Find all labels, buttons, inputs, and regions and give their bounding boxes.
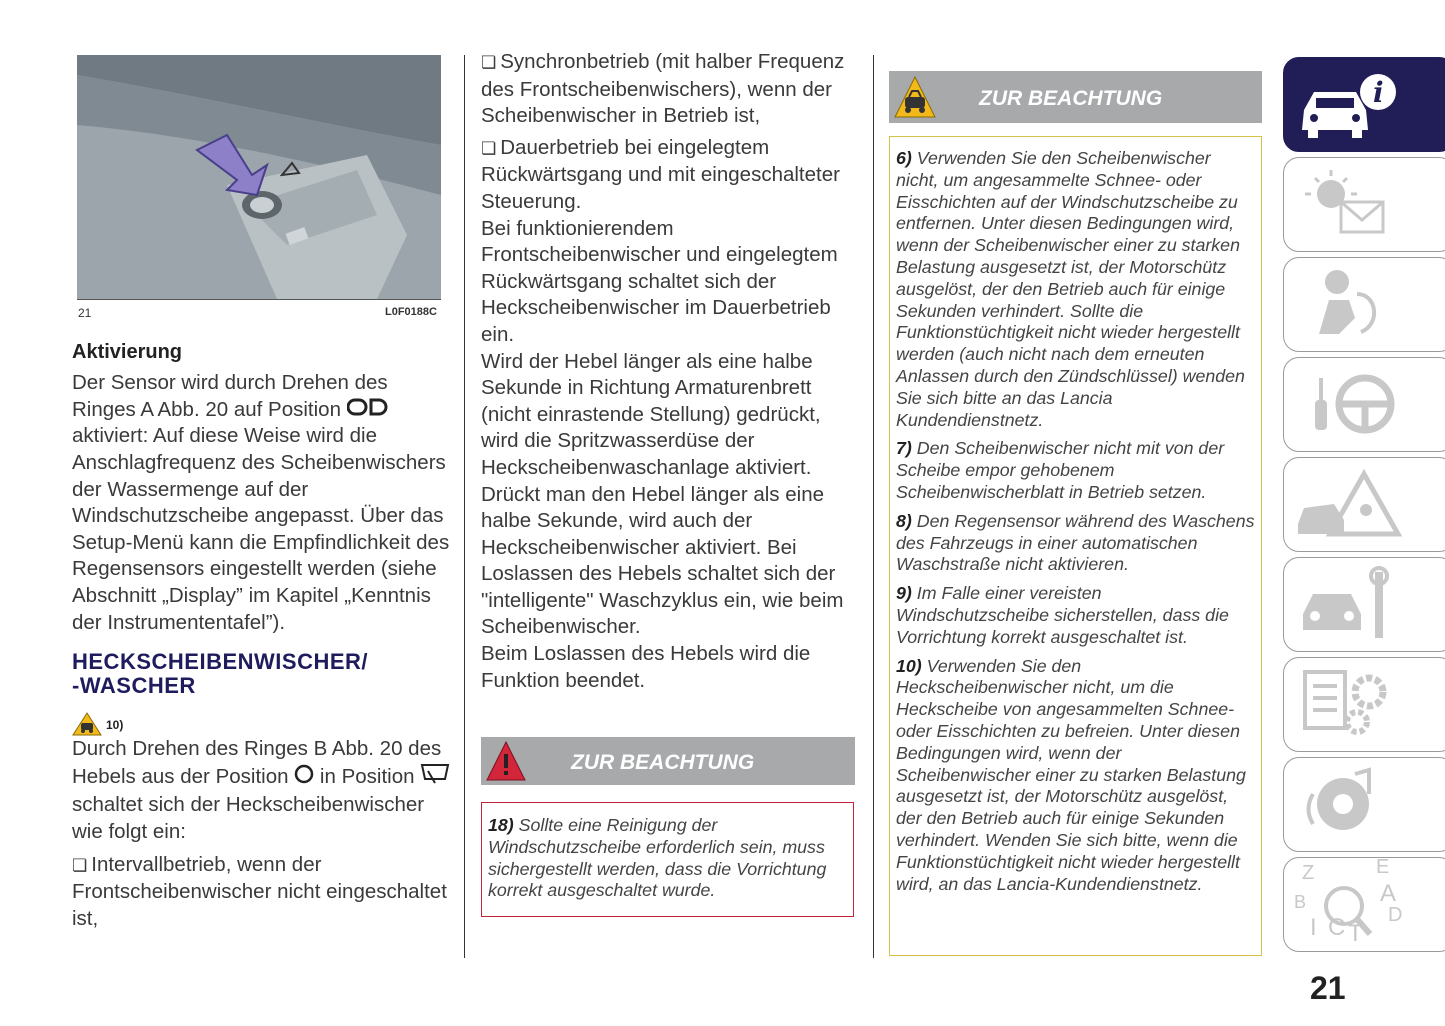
bullet-synchronous: ❏ Synchronbetrieb (mit halber Frequenz des Frontscheibenwischers), wenn der Scheibenwischer in Betrieb ist,: [481, 49, 857, 130]
note-9-text: Im Falle einer vereisten Windschutzscheibe sicherstellen, dass die Vorrichtung korrekt ausgeschaltet ist.: [896, 583, 1229, 647]
note-6-text: Verwenden Sie den Scheibenwischer nicht, um angesammelte Schnee- oder Eisschichten auf der Windschutzscheibe zu entfernen. Unter diesen Bedingungen wird, wenn der Scheibenwischer einer zu starken Belastung ausgesetzt ist, der Motorschütz ausgelöst, der den Betrieb auch für einige Sekunden verhindert. Sollte die Funktionstüchtigkeit nicht wieder hergestellt werden (auch nicht nach dem erneuten Anlassen durch den Zündschlüssel) wenden Sie sich bitte an das Lancia Kundendienstnetz.: [896, 148, 1245, 430]
warning-box-yellow: [889, 136, 1262, 956]
note-8: [896, 511, 1256, 576]
rear-wiper-paragraph: [72, 736, 457, 845]
warning-box-red: [481, 802, 854, 917]
index-letter-d: D: [1388, 904, 1403, 926]
figure-number: 21: [78, 306, 92, 320]
index-letter-b: B: [1294, 892, 1307, 912]
rear-wiper-text-b: in Position: [319, 765, 415, 789]
warning-lights-icon: [1299, 166, 1399, 246]
note-6-number: 6): [896, 148, 912, 168]
warning-18: [482, 803, 853, 902]
car-warning-icon-large: [893, 75, 937, 124]
car-info-icon: [1296, 60, 1406, 150]
section-title-line1: HECKSCHEIBENWISCHER/: [72, 649, 369, 675]
warning-header-yellow: [889, 71, 1262, 123]
tab-warning-lights[interactable]: [1283, 157, 1445, 252]
column-2: [481, 49, 857, 694]
tab-multimedia[interactable]: [1283, 757, 1445, 852]
column-divider-1: [464, 55, 465, 958]
rain-sensor-auto-icon: [347, 397, 389, 424]
activation-paragraph: [72, 370, 457, 636]
tab-starting-driving[interactable]: [1283, 357, 1445, 452]
note-10-text: Verwenden Sie den Heckscheibenwischer nicht, um die Heckscheibe von angesammelten Schnee- oder Eisschichten zu befreien. Unter diesen Bedingungen wird, wenn der Scheibenwischer einer zu starken Belastung ausgesetzt ist, der Motorschütz ausgelöst, der den Betrieb auch für einige Sekunden verhindert. Wenden Sie sich bitte, wenn die Funktionstüchtigkeit nicht wieder hergestellt wird, an das Lancia-Kundendienstnetz.: [896, 655, 1246, 894]
warning-header-red: [481, 737, 855, 785]
section-title-line2: -WASCHER: [72, 673, 196, 699]
activation-text-post: aktiviert: Auf diese Weise wird die Anschlagfrequenz des Scheibenwischers der Wassermenge auf der Windschutzscheibe angepasst. Über das Setup-Menü kann die Empfindlichkeit des Regensensors eingestellt werden (siehe Abschnitt „Display” im Kapitel „Kenntnis der Instrumententafel”).: [72, 424, 450, 634]
note-9: [896, 583, 1256, 648]
safety-airbag-icon: [1299, 264, 1399, 344]
warning-notes: [890, 137, 1261, 895]
technical-data-icon: [1299, 664, 1399, 744]
index-letter-z: Z: [1302, 862, 1315, 884]
note-9-number: 9): [896, 583, 912, 604]
page-number: 21: [1310, 970, 1346, 1006]
column-divider-2: [873, 55, 874, 958]
tab-technical-data[interactable]: [1283, 657, 1445, 752]
index-letter-i: I: [1310, 914, 1317, 941]
warning-ref-number: 10): [106, 718, 124, 733]
svg-text:i: i: [1373, 76, 1384, 109]
figure-code: L0F0188C: [385, 306, 437, 318]
index-letter-e: E: [1376, 856, 1390, 878]
rear-wiper-icon: [420, 763, 450, 793]
index-letter-t: T: [1348, 920, 1363, 947]
note-7-text: Den Scheibenwischer nicht mit von der Scheibe empor gehobenem Scheibenwischerblatt in Betrieb setzen.: [896, 438, 1225, 502]
tab-emergency[interactable]: [1283, 457, 1445, 552]
maintenance-icon: [1299, 564, 1399, 644]
starting-driving-icon: [1299, 364, 1399, 444]
index-letter-a: A: [1380, 880, 1397, 907]
index-letter-c: C: [1328, 914, 1346, 941]
emergency-icon: [1294, 464, 1404, 544]
note-8-number: 8): [896, 510, 912, 531]
note-10-number: 10): [896, 655, 922, 676]
note-10: [896, 656, 1256, 896]
car-warning-icon: [72, 712, 102, 741]
figure-21-image: [77, 55, 441, 300]
danger-triangle-icon: [485, 740, 527, 787]
tab-index[interactable]: [1283, 857, 1445, 952]
activation-heading: Aktivierung: [72, 341, 183, 363]
rear-wiper-text-c: schaltet sich der Heckscheibenwischer wie folgt ein:: [72, 793, 425, 843]
column-1: [72, 341, 457, 932]
section-title: [72, 650, 457, 698]
note-6: [896, 148, 1256, 431]
off-position-icon: [294, 764, 314, 792]
warning-reference: [72, 710, 457, 736]
tab-car-info[interactable]: [1283, 57, 1445, 152]
bullet-continuous: ❏ Dauerbetrieb bei eingelegtem Rückwärtsgang und mit eingeschalteter Steuerung.: [481, 135, 857, 216]
note-7-number: 7): [896, 438, 912, 459]
multimedia-icon: [1299, 764, 1399, 844]
para-lever-wash: Wird der Hebel länger als eine halbe Sekunde in Richtung Armaturenbrett (nicht einrastende Stellung) gedrückt, wird die Spritzwasserdüse der Heckscheibenwaschanlage aktiviert. Drückt man den Hebel länger als eine halbe Sekunde, wird auch der Heckscheibenwischer aktiviert. Bei Loslassen des Hebels schaltet sich der "intelligente" Waschzyklus ein, wie beim Scheibenwischer.: [481, 349, 844, 639]
tab-safety[interactable]: [1283, 257, 1445, 352]
bullet-interval: ❏ Intervallbetrieb, wenn der Frontscheibenwischer nicht eingeschaltet ist,: [72, 852, 457, 933]
warning-18-text: Sollte eine Reinigung der Windschutzscheibe erforderlich sein, muss sichergestellt werden, dass die Vorrichtung korrekt ausgeschaltet wurde.: [488, 815, 827, 901]
note-8-text: Den Regensensor während des Waschens des Fahrzeugs in einer automatischen Waschstraße nicht aktivieren.: [896, 510, 1255, 575]
warning-title-red: ZUR BEACHTUNG: [571, 751, 755, 774]
warning-18-number: 18): [488, 815, 514, 835]
warning-title-yellow: ZUR BEACHTUNG: [979, 87, 1163, 110]
para-release: Beim Loslassen des Hebels wird die Funktion beendet.: [481, 642, 811, 692]
tab-maintenance[interactable]: [1283, 557, 1445, 652]
para-reverse-gear: Bei funktionierendem Frontscheibenwischer und eingelegtem Rückwärtsgang schaltet sich der Heckscheibenwischer im Dauerbetrieb ein.: [481, 216, 838, 346]
activation-text-pre: Der Sensor wird durch Drehen des Ringes A Abb. 20 auf Position: [72, 371, 388, 421]
rear-wiper-text-a: Durch Drehen des Ringes B Abb. 20 des Hebels aus der Position: [72, 737, 442, 789]
note-7: [896, 438, 1256, 503]
